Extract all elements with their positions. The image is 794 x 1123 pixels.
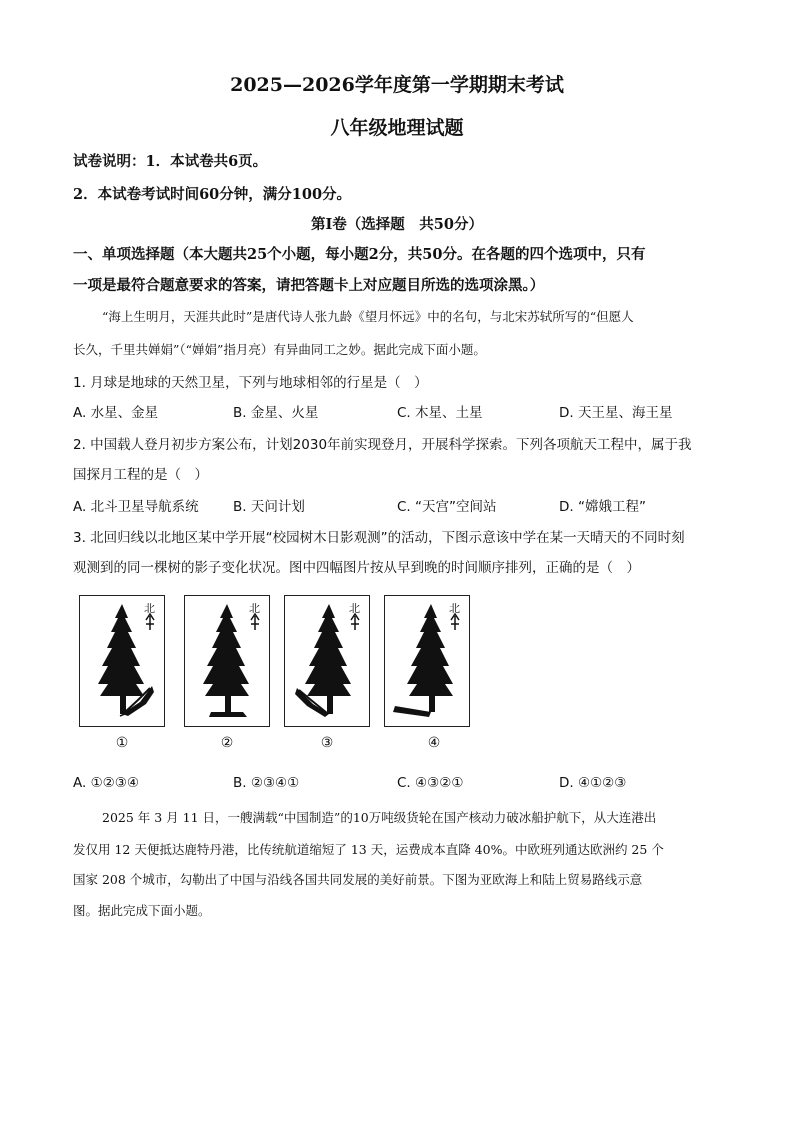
passage-2-line-3: 国家 208 个城市，勾勒出了中国与沿线各国共同发展的美好前景。下图为亚欧海上和陆上贸易路线示意 xyxy=(73,872,643,887)
north-label-3: 北 xyxy=(349,602,360,615)
section-intro-line-2: 一项是最符合题意要求的答案，请把答题卡上对应题目所选的选项涂黑。） xyxy=(73,277,545,294)
passage-2-line-2: 发仅用 12 天便抵达鹿特丹港，比传统航道缩短了 13 天，运费成本直降 40%。中欧班列通达欧洲约 25 个 xyxy=(73,842,664,857)
north-label-2: 北 xyxy=(249,602,260,615)
passage-1-line-2: 长久，千里共婵娟”（“婵娟”指月亮）有异曲同工之妙。据此完成下面小题。 xyxy=(73,342,486,357)
passage-2-line-1: 2025 年 3 月 11 日，一艘满载“中国制造”的10万吨级货轮在国产核动力破冰船护航下，从大连港出 xyxy=(102,810,657,825)
question-1-option-c: C. 木星、土星 xyxy=(397,405,483,421)
question-3-option-a: A. ①②③④ xyxy=(73,775,139,791)
instruction-line-2: 2．本试卷考试时间60分钟，满分100分。 xyxy=(73,186,352,203)
instruction-line-1: 试卷说明：1．本试卷共6页。 xyxy=(73,153,268,170)
tree-shadow-panel-3 xyxy=(284,595,370,727)
exam-subtitle: 八年级地理试题 xyxy=(330,117,464,139)
section-intro-line-1: 一、单项选择题（本大题共25个小题，每小题2分，共50分。在各题的四个选项中，只有 xyxy=(73,246,646,263)
question-2-option-c: C. “天宫”空间站 xyxy=(397,499,497,515)
figure-label-4: ④ xyxy=(427,735,441,751)
tree-shadow-panel-4 xyxy=(384,595,470,727)
question-1-option-b: B. 金星、火星 xyxy=(233,405,319,421)
section-heading: 第Ⅰ卷（选择题 共50分） xyxy=(311,216,483,233)
question-1-option-a: A. 水星、金星 xyxy=(73,405,159,421)
question-3-stem-line-1: 3. 北回归线以北地区某中学开展“校园树木日影观测”的活动，下图示意该中学在某一天晴天的不同时刻 xyxy=(73,530,685,546)
tree-shadow-panel-1 xyxy=(79,595,165,727)
question-2-option-b: B. 天问计划 xyxy=(233,499,305,515)
passage-2-line-4: 图。据此完成下面小题。 xyxy=(73,903,211,918)
question-1-stem: 1. 月球是地球的天然卫星，下列与地球相邻的行星是（ ） xyxy=(73,375,428,391)
question-2-stem-line-1: 2. 中国载人登月初步方案公布，计划2030年前实现登月，开展科学探索。下列各项航天工程中，属于我 xyxy=(73,437,692,453)
question-2-stem-line-2: 国探月工程的是（ ） xyxy=(73,467,208,483)
figure-label-1: ① xyxy=(115,735,129,751)
figure-label-2: ② xyxy=(220,735,234,751)
north-label-1: 北 xyxy=(144,602,155,615)
question-2-option-a: A. 北斗卫星导航系统 xyxy=(73,499,199,515)
question-2-option-d: D. “嫦娥工程” xyxy=(559,499,646,515)
tree-shadow-panel-2 xyxy=(184,595,270,727)
question-3-option-c: C. ④③②① xyxy=(397,775,464,791)
question-3-option-d: D. ④①②③ xyxy=(559,775,627,791)
passage-1-line-1: “海上生明月，天涯共此时”是唐代诗人张九龄《望月怀远》中的名句，与北宋苏轼所写的“但愿人 xyxy=(102,309,634,324)
figure-label-3: ③ xyxy=(320,735,334,751)
question-1-option-d: D. 天王星、海王星 xyxy=(559,405,673,421)
question-3-option-b: B. ②③④① xyxy=(233,775,300,791)
north-label-4: 北 xyxy=(449,602,460,615)
exam-title: 2025—2026学年度第一学期期末考试 xyxy=(230,74,564,96)
question-3-stem-line-2: 观测到的同一棵树的影子变化状况。图中四幅图片按从早到晚的时间顺序排列，正确的是（ ） xyxy=(73,560,640,576)
